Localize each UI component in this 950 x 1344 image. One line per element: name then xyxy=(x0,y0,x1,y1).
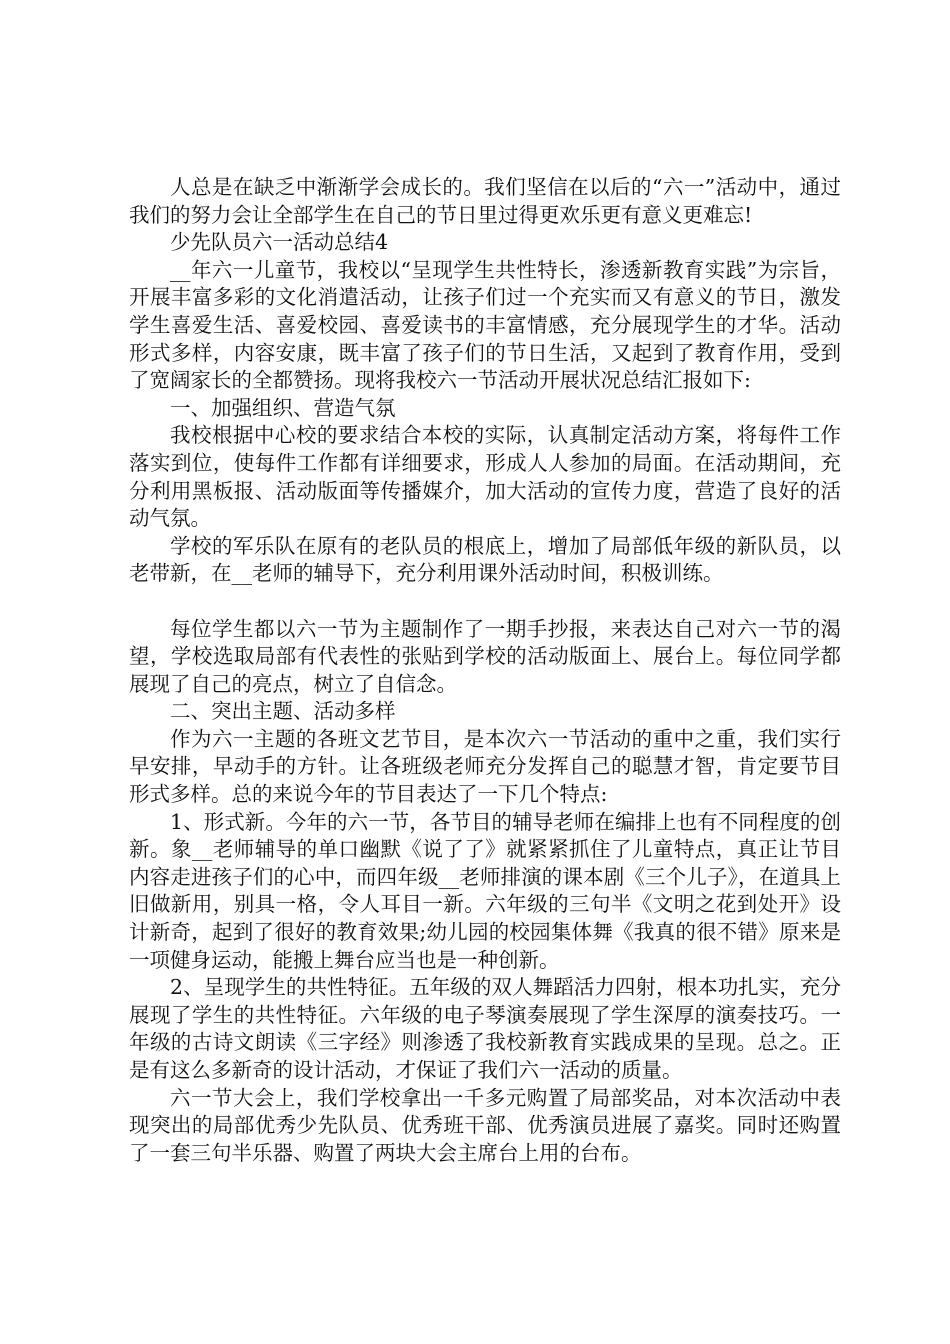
paragraph-organization: 我校根据中心校的要求结合本校的实际，认真制定活动方案，将每件工作落实到位，使每件工作都有详细要求，形成人人参加的局面。在活动期间，充分利用黑板报、活动版面等传播媒介，加大活动的宣传力度，营造了良好的活动气氛。 xyxy=(129,423,841,531)
document-body xyxy=(129,174,841,1167)
paragraph-point-two: 2、呈现学生的共性特征。五年级的双人舞蹈活力四射，根本功扎实，充分展现了学生的共性特征。六年级的电子琴演奏展现了学生深厚的演奏技巧。一年级的古诗文朗读《三字经》则渗透了我校新教育实践成果的呈现。总之。正是有这么多新奇的设计活动，才保证了我们六一活动的质量。 xyxy=(129,975,841,1082)
paragraph-awards: 六一节大会上，我们学校拿出一千多元购置了局部奖品，对本次活动中表现突出的局部优秀少先队员、优秀班干部、优秀演员进展了嘉奖。同时还购置了一套三句半乐器、购置了两块大会主席台上用的台布。 xyxy=(129,1085,841,1165)
paragraph-closing-remark: 人总是在缺乏中渐渐学会成长的。我们坚信在以后的“六一”活动中，通过我们的努力会让全部学生在自己的节日里过得更欢乐更有意义更难忘! xyxy=(129,175,841,227)
section-title: 少先队员六一活动总结4 xyxy=(170,230,389,255)
paragraph-military-band: 学校的军乐队在原有的老队员的根底上，增加了局部低年级的新队员，以老带新，在__老师的辅导下，充分利用课外活动时间，积极训练。 xyxy=(129,533,841,586)
paragraph-handwritten-newspaper: 每位学生都以六一节为主题制作了一期手抄报，来表达自己对六一节的渴望，学校选取局部有代表性的张贴到学校的活动版面上、展台上。每位同学都展现了自己的亮点，树立了自信念。 xyxy=(129,616,841,696)
paragraph-intro: __年六一儿童节，我校以“呈现学生共性特长，渗透新教育实践”为宗旨，开展丰富多彩的文化消遣活动，让孩子们过一个充实而又有意义的节日，激发学生喜爱生活、喜爱校园、喜爱读书的丰富情感，充分展现学生的才华。活动形式多样，内容安康，既丰富了孩子们的节日生活，又起到了教育作用，受到了宽阔家长的全都赞扬。现将我校六一节活动开展状况总结汇报如下: xyxy=(129,257,841,393)
paragraph-performances: 作为六一主题的各班文艺节目，是本次六一节活动的重中之重，我们实行早安排，早动手的方针。让各班级老师充分发挥自己的聪慧才智，肯定要节目形式多样。总的来说今年的节目表达了一下几个特点: xyxy=(129,726,841,807)
paragraph-point-one: 1、形式新。今年的六一节，各节目的辅导老师在编排上也有不同程度的创新。象__老师辅导的单口幽默《说了了》就紧紧抓住了儿童特点，真正让节目内容走进孩子们的心中，而四年级__老师排演的课本剧《三个儿子》，在道具上旧做新用，别具一格，令人耳目一新。六年级的三句半《文明之花到处开》设计新奇，起到了很好的教育效果;幼儿园的校园集体舞《我真的很不错》原来是一项健身运动，能搬上舞台应当也是一种创新。 xyxy=(129,809,841,972)
section-heading-two: 二、突出主题、活动多样 xyxy=(170,699,396,724)
section-heading-one: 一、加强组织、营造气氛 xyxy=(170,395,396,420)
